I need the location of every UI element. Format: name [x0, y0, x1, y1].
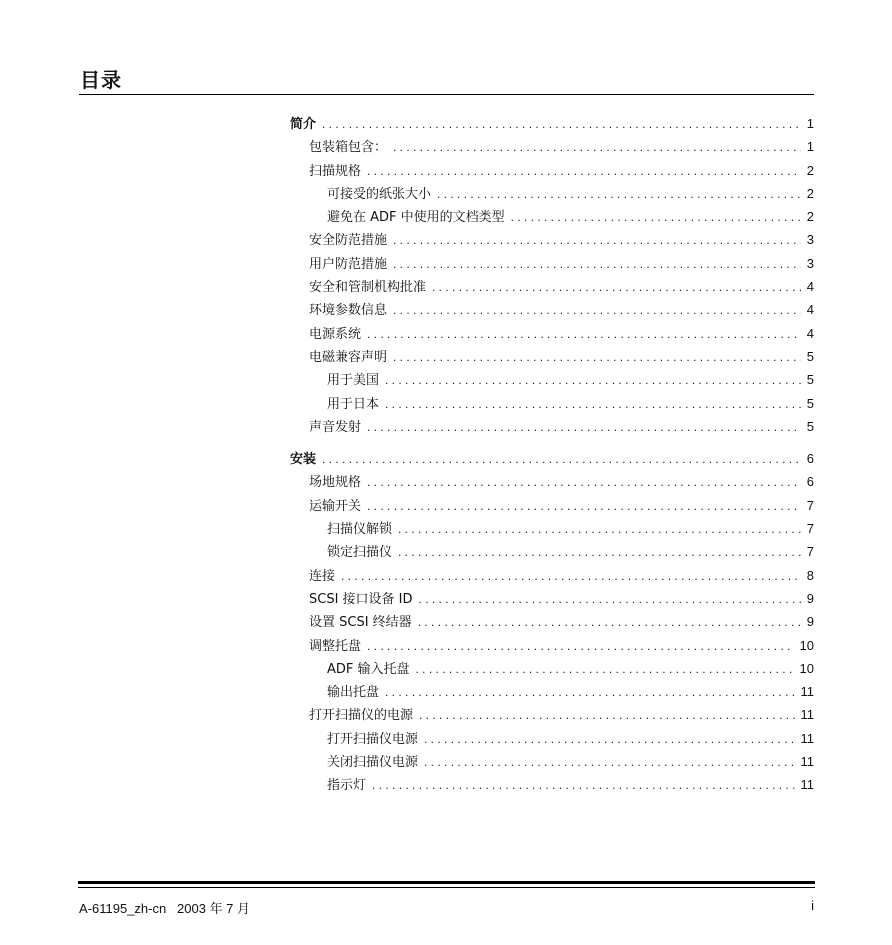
toc-entry-label: 可接受的纸张大小: [327, 186, 432, 202]
page-title: 目录: [80, 68, 122, 92]
toc-entry-label: 指示灯: [327, 778, 367, 794]
toc-entry[interactable]: [290, 540, 814, 563]
dot-leader: [419, 704, 794, 727]
toc-entry-page-number: 8: [806, 567, 814, 583]
dot-leader: [322, 113, 801, 136]
dot-leader: [393, 136, 801, 159]
toc-entry[interactable]: [290, 135, 814, 158]
dot-leader: [385, 393, 801, 416]
toc-entry-label: 包装箱包含：: [309, 140, 388, 156]
toc-entry[interactable]: [290, 345, 814, 368]
toc-entry-page-number: 5: [806, 348, 814, 364]
toc-entry-page-number: 11: [800, 777, 814, 793]
toc-entry[interactable]: [290, 322, 814, 345]
toc-entry[interactable]: [290, 368, 814, 391]
toc-entry-page-number: 5: [806, 372, 814, 388]
dot-leader: [393, 299, 801, 322]
toc-entry[interactable]: [290, 112, 814, 135]
dot-leader: [367, 471, 801, 494]
dot-leader: [322, 448, 801, 471]
toc-entry-label: 运输开关: [309, 498, 362, 514]
toc-entry-page-number: 9: [806, 614, 814, 630]
toc-entry-label: 用户防范措施: [309, 256, 388, 272]
footer-divider-thin: [78, 887, 815, 888]
toc-entry-page-number: 5: [806, 395, 814, 411]
toc-entry-page-number: 3: [806, 232, 814, 248]
toc-entry-label: 声音发射: [309, 419, 362, 435]
dot-leader: [424, 751, 794, 774]
toc-entry-page-number: 11: [800, 730, 814, 746]
toc-entry-label: 关闭扫描仪电源: [327, 755, 419, 771]
toc-entry-label: 打开扫描仪电源: [327, 731, 419, 747]
toc-entry-page-number: 4: [806, 325, 814, 341]
footer-divider-thick: [78, 881, 815, 884]
toc-entry[interactable]: [290, 564, 814, 587]
toc-entry-label: 场地规格: [309, 475, 362, 491]
toc-entry-label: 调整托盘: [309, 638, 362, 654]
toc-entry-page-number: 6: [806, 451, 814, 467]
dot-leader: [393, 346, 801, 369]
toc-entry-label: 打开扫描仪的电源: [309, 708, 414, 724]
toc-entry-page-number: 10: [799, 637, 814, 653]
toc-entry[interactable]: [290, 275, 814, 298]
toc-entry-label: 安全防范措施: [309, 233, 388, 249]
toc-entry[interactable]: [290, 657, 814, 680]
dot-leader: [419, 588, 801, 611]
toc-entry-page-number: 7: [806, 544, 814, 560]
toc-entry-page-number: 9: [806, 590, 814, 606]
dot-leader: [437, 183, 801, 206]
toc-entry-label: 用于美国: [327, 373, 380, 389]
dot-leader: [367, 416, 801, 439]
toc-entry[interactable]: [290, 703, 814, 726]
dot-leader: [385, 369, 801, 392]
toc-entry-label: SCSI 接口设备 ID: [309, 591, 413, 607]
toc-entry-page-number: 4: [806, 279, 814, 295]
toc-entry-label: 扫描规格: [309, 163, 362, 179]
toc-entry-label: 安装: [290, 452, 317, 468]
toc-entry-label: 连接: [309, 568, 336, 584]
dot-leader: [393, 253, 801, 276]
toc-entry-page-number: 6: [806, 474, 814, 490]
toc-entry-page-number: 2: [806, 185, 814, 201]
toc-entry[interactable]: [290, 159, 814, 182]
toc-entry[interactable]: [290, 447, 814, 470]
toc-entry[interactable]: [290, 252, 814, 275]
toc-entry[interactable]: [290, 228, 814, 251]
dot-leader: [367, 635, 794, 658]
dot-leader: [367, 495, 801, 518]
toc-entry[interactable]: [290, 610, 814, 633]
toc-entry-label: 用于日本: [327, 396, 380, 412]
dot-leader: [418, 611, 801, 634]
toc-entry[interactable]: [290, 680, 814, 703]
toc-entry-label: 输出托盘: [327, 685, 380, 701]
footer-page-number: i: [811, 898, 814, 913]
toc-entry[interactable]: [290, 415, 814, 438]
toc-entry[interactable]: [290, 182, 814, 205]
toc-entry-label: 环境参数信息: [309, 303, 388, 319]
toc-entry[interactable]: [290, 587, 814, 610]
dot-leader: [398, 518, 801, 541]
toc-entry-label: 避免在 ADF 中使用的文档类型: [327, 210, 505, 226]
toc-entry-label: 扫描仪解锁: [327, 522, 393, 538]
toc-entry-label: 电磁兼容声明: [309, 349, 388, 365]
toc-entry-page-number: 3: [806, 255, 814, 271]
dot-leader: [398, 541, 801, 564]
toc-entry-page-number: 5: [806, 418, 814, 434]
toc-entry-page-number: 4: [806, 302, 814, 318]
toc-entry[interactable]: [290, 727, 814, 750]
dot-leader: [372, 774, 794, 797]
toc-entry[interactable]: [290, 298, 814, 321]
toc-entry-page-number: 11: [800, 754, 814, 770]
toc-entry-page-number: 7: [806, 497, 814, 513]
dot-leader: [341, 565, 801, 588]
toc-entry[interactable]: [290, 773, 814, 796]
toc-entry-page-number: 11: [800, 707, 814, 723]
toc-entry-label: 设置 SCSI 终结器: [309, 615, 412, 631]
title-divider: [79, 94, 814, 95]
toc-entry-page-number: 2: [806, 209, 814, 225]
dot-leader: [511, 206, 801, 229]
toc-entry-label: ADF 输入托盘: [327, 661, 410, 677]
toc-entry[interactable]: [290, 517, 814, 540]
toc-entry-page-number: 7: [806, 521, 814, 537]
toc-entry-page-number: 1: [806, 116, 814, 131]
toc-entry-label: 简介: [290, 117, 317, 132]
dot-leader: [367, 160, 801, 183]
dot-leader: [424, 728, 794, 751]
toc-entry-page-number: 1: [806, 139, 814, 155]
dot-leader: [393, 229, 801, 252]
footer-document-id: A-61195_zh-cn 2003 年 7 月: [79, 901, 251, 916]
toc-entry-label: 安全和管制机构批准: [309, 280, 427, 296]
toc-entry-page-number: 11: [800, 684, 814, 700]
toc-entry-page-number: 2: [806, 162, 814, 178]
dot-leader: [385, 681, 794, 704]
toc-entry[interactable]: [290, 205, 814, 228]
dot-leader: [367, 323, 801, 346]
dot-leader: [432, 276, 801, 299]
toc-entry[interactable]: [290, 750, 814, 773]
toc-entry-label: 电源系统: [309, 326, 362, 342]
toc-entry[interactable]: [290, 634, 814, 657]
dot-leader: [416, 658, 794, 681]
toc-entry[interactable]: [290, 392, 814, 415]
toc-entry-page-number: 10: [799, 660, 814, 676]
table-of-contents: [290, 112, 814, 797]
toc-entry[interactable]: [290, 494, 814, 517]
toc-entry-label: 锁定扫描仪: [327, 545, 393, 561]
toc-entry[interactable]: [290, 470, 814, 493]
